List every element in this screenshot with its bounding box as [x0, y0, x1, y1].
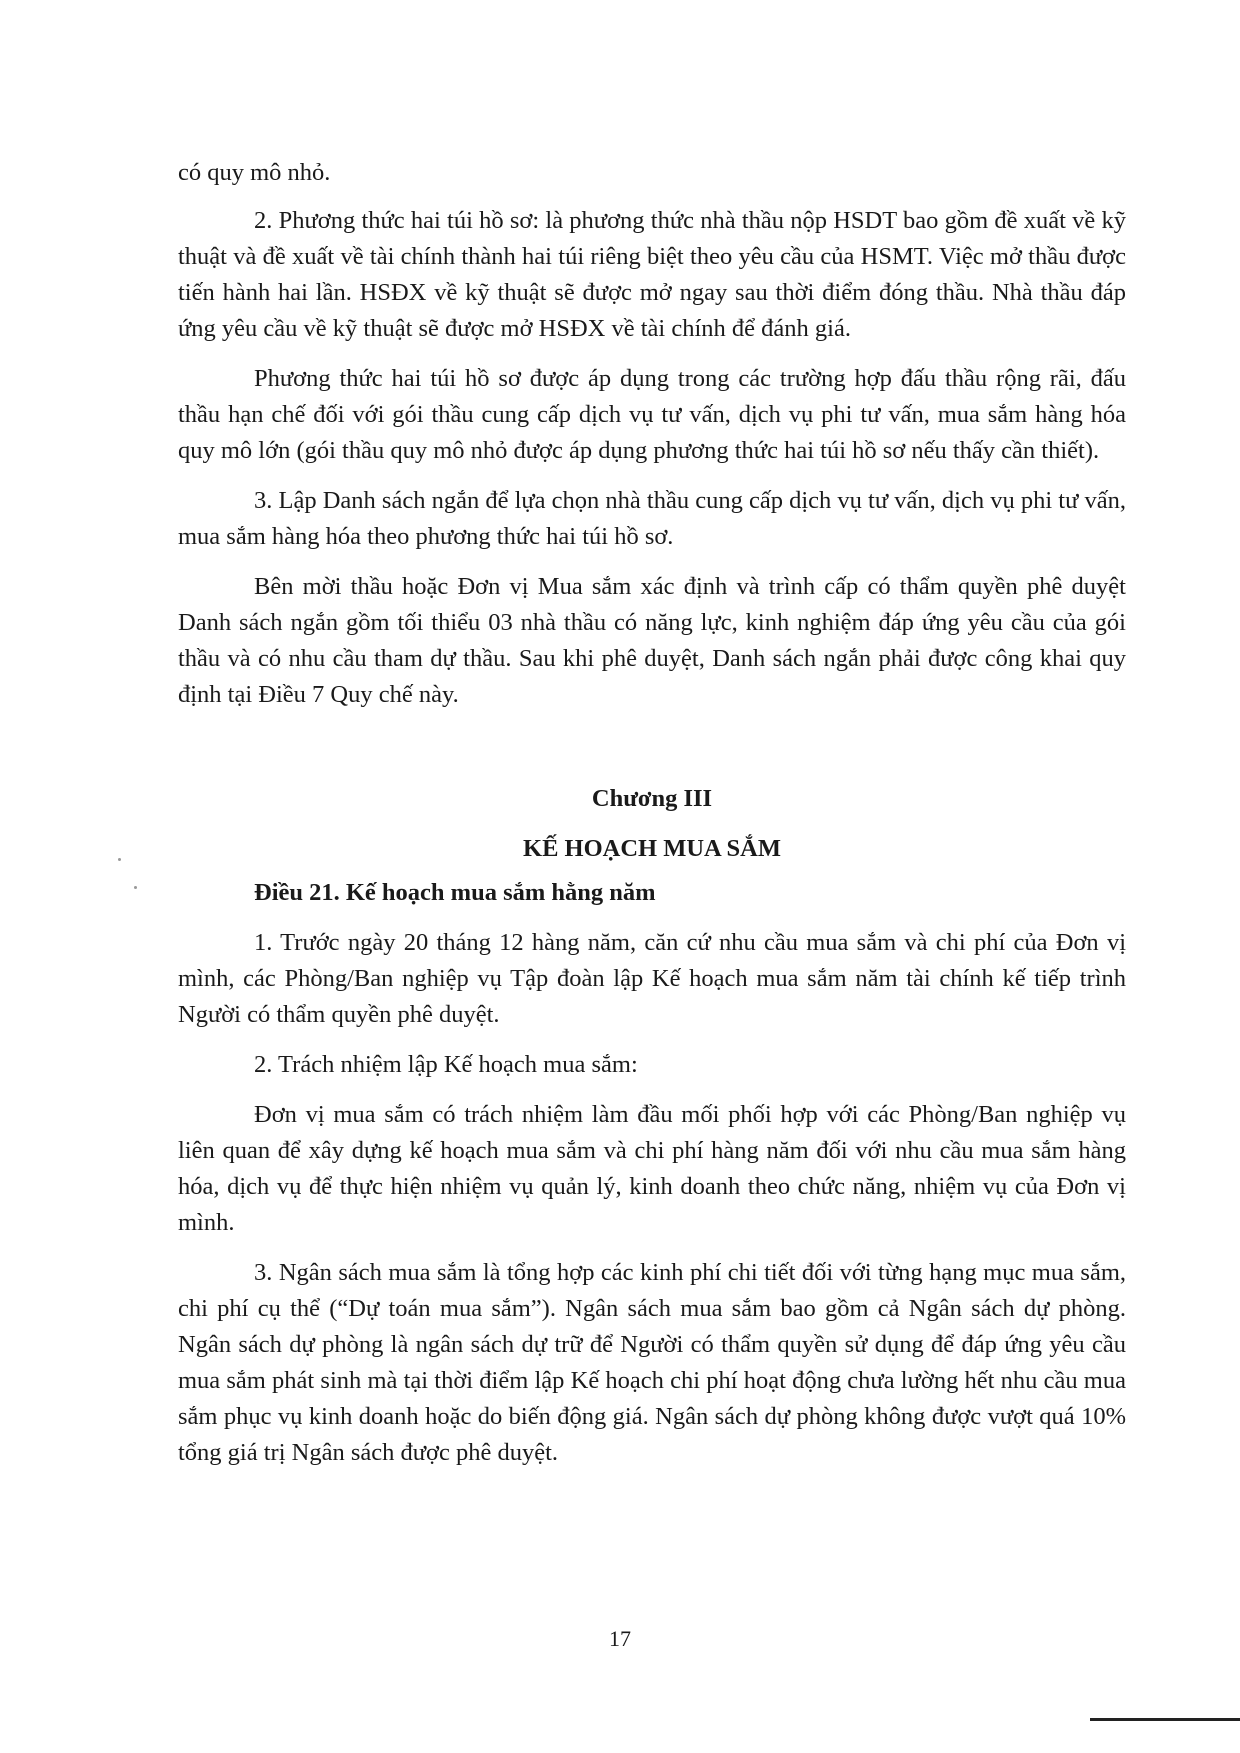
paragraph: Đơn vị mua sắm có trách nhiệm làm đầu mối phối hợp với các Phòng/Ban nghiệp vụ liên quan để xây dựng kế hoạch mua sắm và chi phí hàng năm đối với nhu cầu mua sắm hàng hóa, dịch vụ để thực hiện nhiệm vụ quản lý, kinh doanh theo chức năng, nhiệm vụ của Đơn vị mình.	[178, 1101, 1126, 1236]
scan-speck	[118, 858, 121, 861]
article-heading: Điều 21. Kế hoạch mua sắm hằng năm	[254, 879, 656, 906]
paragraph: Phương thức hai túi hồ sơ được áp dụng trong các trường hợp đấu thầu rộng rãi, đấu thầu hạn chế đối với gói thầu cung cấp dịch vụ tư vấn, dịch vụ phi tư vấn, mua sắm hàng hóa quy mô lớn (gói thầu quy mô nhỏ được áp dụng phương thức hai túi hồ sơ nếu thấy cần thiết).	[178, 365, 1126, 464]
paragraph: Bên mời thầu hoặc Đơn vị Mua sắm xác định và trình cấp có thẩm quyền phê duyệt Danh sách ngắn gồm tối thiểu 03 nhà thầu có năng lực, kinh nghiệm đáp ứng yêu cầu của gói thầu và có nhu cầu tham dự thầu. Sau khi phê duyệt, Danh sách ngắn phải được công khai quy định tại Điều 7 Quy chế này.	[178, 573, 1126, 708]
paragraph: 2. Trách nhiệm lập Kế hoạch mua sắm:	[254, 1051, 638, 1078]
paragraph: 3. Ngân sách mua sắm là tổng hợp các kinh phí chi tiết đối với từng hạng mục mua sắm, chi phí cụ thể (“Dự toán mua sắm”). Ngân sách mua sắm bao gồm cả Ngân sách dự phòng. Ngân sách dự phòng là ngân sách dự trữ để Người có thẩm quyền sử dụng để đáp ứng yêu cầu mua sắm phát sinh mà tại thời điểm lập Kế hoạch chi phí hoạt động chưa lường hết nhu cầu mua sắm phục vụ kinh doanh hoặc do biến động giá. Ngân sách dự phòng không được vượt quá 10% tổng giá trị Ngân sách được phê duyệt.	[178, 1259, 1126, 1466]
chapter-number: Chương III	[591, 785, 713, 812]
page-number: 17	[609, 1626, 631, 1651]
page-body	[178, 155, 1126, 1485]
scan-speck	[134, 886, 137, 889]
paragraph: 3. Lập Danh sách ngắn để lựa chọn nhà thầu cung cấp dịch vụ tư vấn, dịch vụ phi tư vấn, mua sắm hàng hóa theo phương thức hai túi hồ sơ.	[178, 487, 1126, 550]
paragraph: 2. Phương thức hai túi hồ sơ: là phương thức nhà thầu nộp HSDT bao gồm đề xuất về kỹ thuật và đề xuất về tài chính thành hai túi riêng biệt theo yêu cầu của HSMT. Việc mở thầu được tiến hành hai lần. HSĐX về kỹ thuật sẽ được mở ngay sau thời điểm đóng thầu. Nhà thầu đáp ứng yêu cầu về kỹ thuật sẽ được mở HSĐX về tài chính để đánh giá.	[178, 207, 1126, 342]
paragraph: có quy mô nhỏ.	[178, 159, 331, 186]
chapter-title: KẾ HOẠCH MUA SẮM	[523, 835, 781, 862]
chapter-header	[178, 781, 1126, 867]
scan-edge-line	[1090, 1718, 1240, 1721]
paragraph: 1. Trước ngày 20 tháng 12 hàng năm, căn cứ nhu cầu mua sắm và chi phí của Đơn vị mình, các Phòng/Ban nghiệp vụ Tập đoàn lập Kế hoạch mua sắm năm tài chính kế tiếp trình Người có thẩm quyền phê duyệt.	[178, 929, 1126, 1028]
